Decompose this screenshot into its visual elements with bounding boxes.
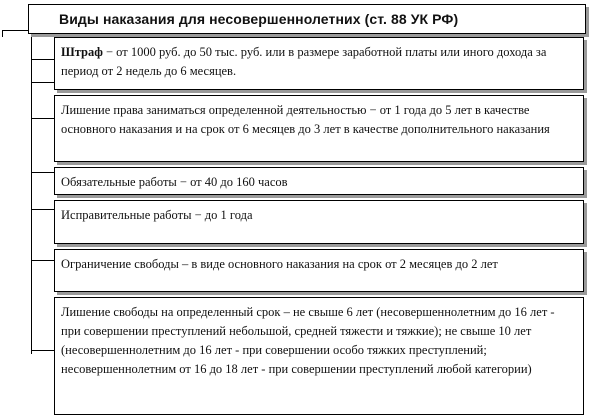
penalty-item-text: Ограничение свободы – в виде основного наказания на срок от 2 месяцев до 2 лет	[61, 257, 498, 271]
connector-tick-mandatory-work	[31, 172, 54, 173]
diagram-title: Виды наказания для несовершеннолетних (ст. 88 УК РФ)	[59, 11, 459, 27]
penalty-item-text: Лишение свободы на определенный срок – не свыше 6 лет (несовершеннолетним до 16 лет - при совершении преступлений небольшой, средней тяжести и тяжкие); не свыше 10 лет (несовершеннолетним до 16 лет - при совершении особо тяжких преступлений; несовершеннолетним от 16 до 18 лет - при совершении преступлений любой категории)	[61, 305, 555, 376]
penalty-item-text: Обязательные работы − от 40 до 160 часов	[61, 175, 288, 189]
connector-tick-deprivation-right	[31, 118, 54, 119]
header-connector	[2, 30, 28, 37]
penalty-item-fine-text: − от 1000 руб. до 50 тыс. руб. или в размере заработной платы или иного дохода за период от 2 недель до 6 месяцев.	[61, 45, 547, 78]
connector-tick-restriction	[31, 260, 54, 261]
connector-tick-fine	[31, 59, 54, 60]
penalty-item-imprisonment	[54, 297, 584, 415]
penalty-item-mandatory-work	[54, 167, 584, 195]
header-box	[28, 4, 586, 34]
penalty-item-text: Исправительные работы − до 1 года	[61, 208, 253, 222]
penalty-item-restriction-of-freedom	[54, 249, 584, 292]
penalty-item-fine-lead: Штраф	[61, 45, 103, 59]
penalty-item-text: Лишение права заниматься определенной деятельностью − от 1 года до 5 лет в качестве основного наказания и на срок от 6 месяцев до 3 лет в качестве дополнительного наказания	[61, 103, 550, 136]
connector-tick-imprisonment	[31, 350, 54, 351]
connector-tick-correctional-work	[31, 209, 54, 210]
penalty-item-correctional-work	[54, 200, 584, 244]
penalty-item-deprivation-of-right	[54, 95, 584, 162]
penalty-item-fine	[54, 37, 584, 90]
connector-tick-fine-2	[31, 82, 54, 83]
